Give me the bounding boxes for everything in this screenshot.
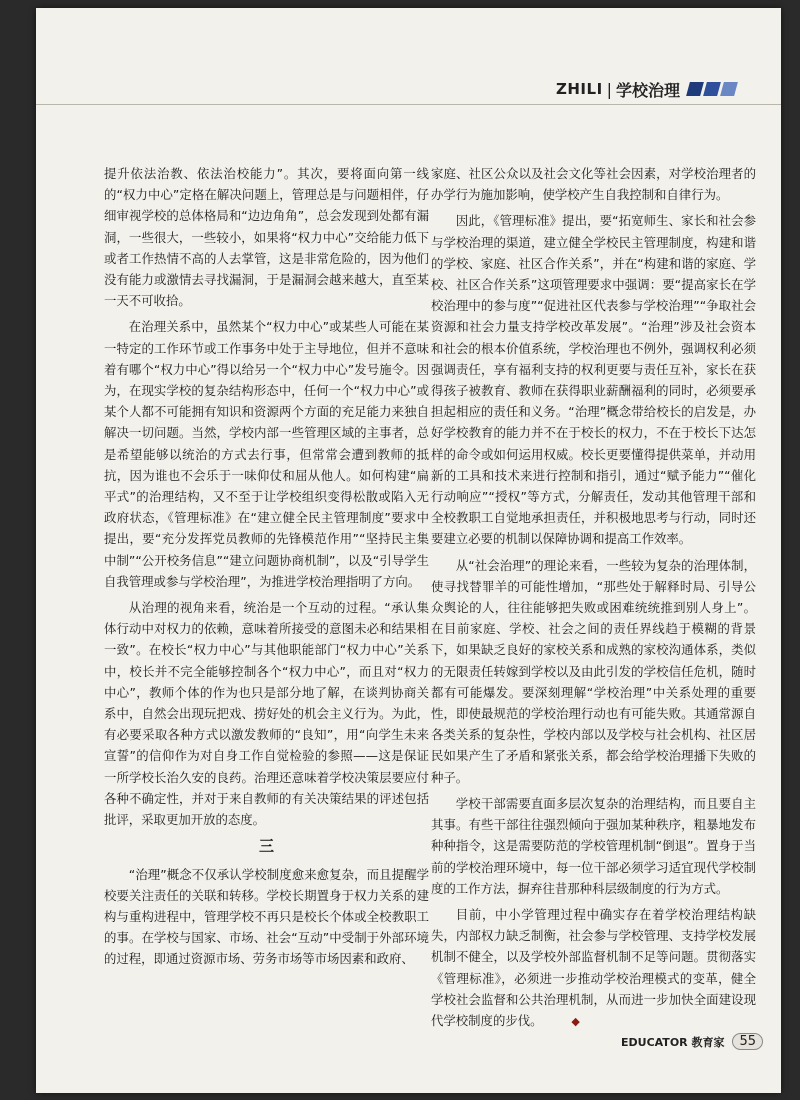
page-header: [556, 76, 781, 102]
paragraph-text: 目前，中小学管理过程中确实存在着学校治理结构缺失，内部权力缺乏制衡，社会参与学校管理、支持学校发展机制不健全，以及学校外部监督机制不足等问题。贯彻落实《管理标准》，必须进一步推动学校治理模式的变革，健全学校社会监督和公共治理机制，从而进一步加快全面建设现代学校制度的步伐。: [431, 906, 756, 1028]
header-separator: |: [606, 79, 613, 99]
page-footer: [621, 1033, 763, 1050]
paragraph: 因此，《管理标准》提出，要“拓宽师生、家长和社会参与学校治理的渠道，建立健全学校民主管理制度，构建和谐的学校、家庭、社区合作关系”，并在“构建和谐的家庭、学校、社区合作关系”这项管理要求中强调：要“提高家长在学校治理中的参与度”“促进社区代表参与学校治理”“争取社会资源和社会力量支持学校改革发展”。“治理”涉及社会资本和社会的根本价值系统，学校治理也不例外，强调权利必须强调责任，享有福利支持的权利更要与责任互补，家长在获得孩子被教育、教师在获得职业薪酬福利的同时，必须要承担起相应的责任和义务。“治理”概念带给校长的启发是，办好学校教育的能力并不在于校长的权力，不在于校长下达怎样的命令或如何运用权威。校长更要懂得提供菜单，并动用新的工具和技术来进行控制和指引，通过“赋予能力”“催化行动响应”“授权”等方式，分解责任，发动其他管理干部和全校教职工自觉地承担责任，并积极地思考与行动，同时还要建立必要的机制以保障协调和提高工作效率。: [431, 213, 756, 547]
header-decoration-bars: [688, 82, 736, 96]
right-column: [431, 163, 756, 1037]
decor-bar-2: [703, 82, 721, 96]
paragraph: 学校干部需要直面多层次复杂的治理结构，而且要自主其事。有些干部往往强烈倾向于强加某种秩序，粗暴地发布种种指令，这是需要防范的学校管理机制“倒退”。置身于当前的学校治理环境中，每一位干部必须学习适宜现代学校制度的工作方法，摒弃往昔那种科层级制度的行为方式。: [431, 795, 756, 896]
left-column: [104, 163, 429, 975]
section-number: 三: [258, 837, 274, 856]
decor-bar-1: [686, 82, 704, 96]
paragraph-last: [431, 904, 756, 1032]
paragraph: 在治理关系中，虽然某个“权力中心”或某些人可能在某一特定的工作环节或工作事务中处于主导地位，但并不意味着有哪个“权力中心”得以给另一个“权力中心”发号施令。因为，在现实学校的复杂结构形态中，任何一个“权力中心”或某个人都不可能拥有知识和资源两个方面的充足能力来独自解决一切问题。当然，学校内部一些管理区域的主事者，总是希望能够以统治的方式去行事，但常常会遭到教师的抵抗，因为谁也不会乐于一味仰仗和屈从他人。如何构建“扁平式”的治理结构，又不至于让学校组织变得松散或陷入无政府状态，《管理标准》在“建立健全民主管理制度”要求中提出，要“充分发挥党员教师的先锋模范作用”“坚持民主集中制”“公开校务信息”“建立问题协商机制”，以及“引导学生自我管理或参与学校治理”，为推进学校治理指明了方向。: [104, 319, 429, 589]
paragraph: 家庭、社区公众以及社会文化等社会因素，对学校治理者的办学行为施加影响，使学校产生自我控制和自律行为。: [431, 166, 756, 203]
header-chinese-title: 学校治理: [616, 80, 681, 100]
decor-bar-3: [720, 82, 738, 96]
paragraph: 从治理的视角来看，统治是一个互动的过程。“承认集体行动中对权力的依赖，意味着所接受的意图未必和结果相一致”。在校长“权力中心”与其他职能部门“权力中心”关系中，校长并不完全能够控制各个“权力中心”，而且对“权力中心”，教师个体的作为也只是部分地了解，在谈判协商关系中，自然会出现玩把戏、捞好处的机会主义行为。为此，有必要采取各种方式以激发教师的“良知”，用“向学生未来宣誓”的信仰作为对自身工作自觉检验的参照——这是保证一所学校长治久安的良药。治理还意味着学校决策层要应付各种不确定性，并对于来自教师的有关决策结果的评述包括批评，采取更加开放的态度。: [104, 600, 429, 828]
magazine-page: [36, 8, 781, 1093]
paragraph: 从“社会治理”的理论来看，一些较为复杂的治理体制，使寻找替罪羊的可能性增加，“那些处于解释时局、引导公众舆论的人，往往能够把失败或困难统统推到别人身上”。在目前家庭、学校、社会之间的责任界线趋于模糊的背景下，如果缺乏良好的家校关系和成熟的家校沟通体系，类似的无限责任转嫁到学校以及由此引发的学校信任危机，随时都有可能爆发。要深刻理解“学校治理”中关系处理的重要性，即使最规范的学校治理行动也有可能失败。其通常源自各类关系的复杂性，学校内部以及学校与社会机构、社区居民如果产生了矛盾和紧张关系，都会给学校治理播下失败的种子。: [431, 557, 756, 785]
page-number: 55: [732, 1033, 763, 1050]
header-rule: [36, 104, 781, 105]
header-english-title: ZHILI: [556, 80, 603, 98]
magazine-name: EDUCATOR 教育家: [621, 1035, 725, 1049]
paragraph: 提升依法治教、依法治校能力”。其次，要将面向第一线的“权力中心”定格在解决问题上，管理总是与问题相伴，仔细审视学校的总体格局和“边边角角”，总会发现到处都有漏洞，一些很大，一些较小，如果将“权力中心”交给能力低下或者工作热情不高的人去掌管，这是非常危险的，因为他们没有能力或激情去寻找漏洞，于是漏洞会越来越大，直至某一天不可收拾。: [104, 166, 429, 309]
end-mark-icon: ◆: [571, 1014, 580, 1028]
paragraph: “治理”概念不仅承认学校制度愈来愈复杂，而且提醒学校要关注责任的关联和转移。学校长期置身于权力关系的建构与重构进程中，管理学校不再只是校长个体或全校教职工的事。在学校与国家、市场、社会“互动”中受制于外部环境的过程，即通过资源市场、劳务市场等市场因素和政府、: [104, 866, 429, 967]
